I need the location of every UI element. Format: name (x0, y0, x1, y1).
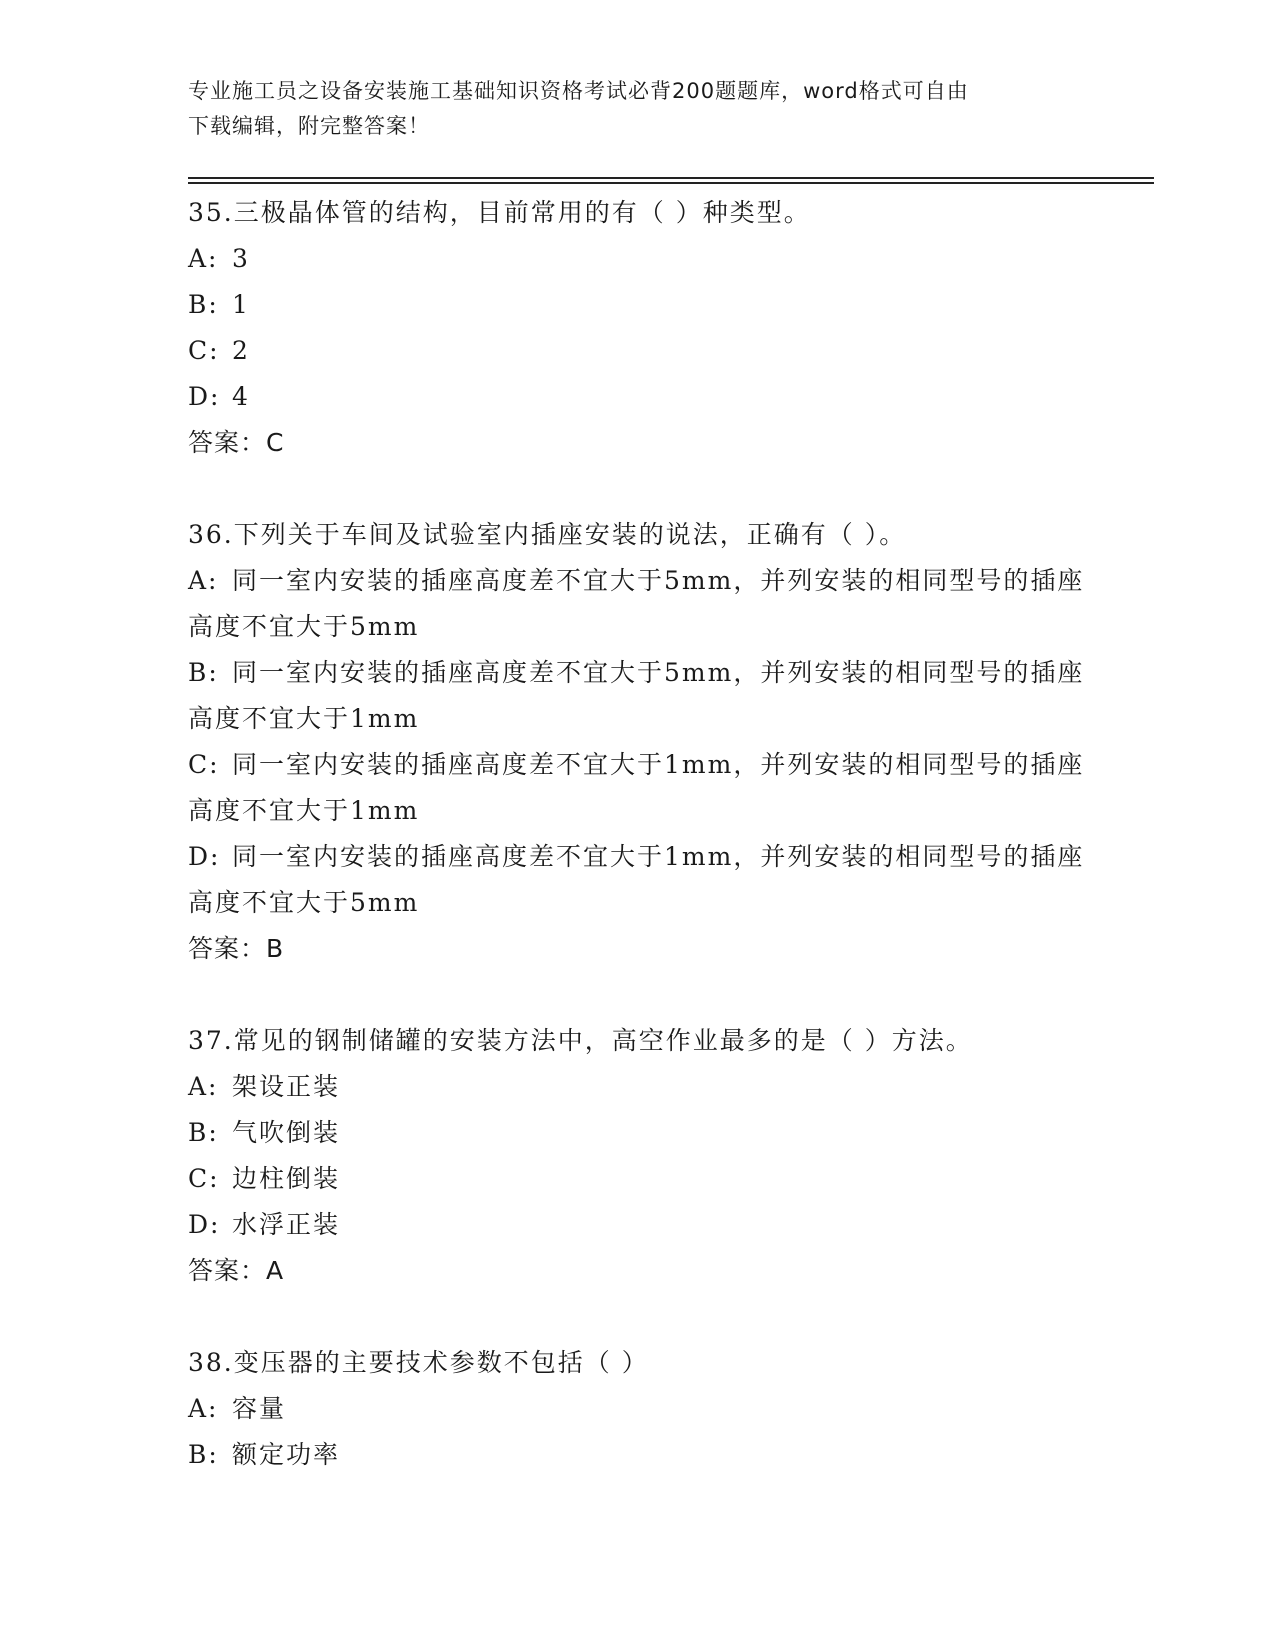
option-d (188, 374, 1088, 420)
option-text: 容量 (232, 1394, 287, 1423)
option-text: 同一室内安装的插座高度差不宜大于5mm，并列安装的相同型号的插座高度不宜大于1mm (188, 658, 1085, 733)
option-text: 2 (232, 336, 250, 365)
option-prefix: B: (188, 290, 219, 319)
option-text: 气吹倒装 (232, 1118, 341, 1147)
question-stem: 35.三极晶体管的结构，目前常用的有（ ）种类型。 (188, 198, 811, 227)
option-prefix: D: (188, 842, 221, 871)
option-a (188, 1386, 1088, 1432)
question-stem: 37.常见的钢制储罐的安装方法中，高空作业最多的是（ ）方法。 (188, 1026, 973, 1055)
answer-line: 答案：C (188, 428, 285, 457)
option-text: 同一室内安装的插座高度差不宜大于1mm，并列安装的相同型号的插座高度不宜大于1mm (188, 750, 1085, 825)
option-b (188, 282, 1088, 328)
option-text: 边柱倒装 (232, 1164, 341, 1193)
option-text: 架设正装 (232, 1072, 341, 1101)
option-a (188, 236, 1088, 282)
option-d (188, 1202, 1088, 1248)
option-prefix: D: (188, 382, 221, 411)
option-b (188, 1432, 1088, 1478)
option-prefix: B: (188, 1440, 219, 1469)
option-prefix: A: (188, 1072, 219, 1101)
option-b (188, 650, 1088, 742)
header-divider-bottom (188, 182, 1154, 184)
option-d (188, 834, 1088, 926)
option-prefix: A: (188, 1394, 219, 1423)
option-text: 同一室内安装的插座高度差不宜大于1mm，并列安装的相同型号的插座高度不宜大于5mm (188, 842, 1085, 917)
answer-line: 答案：A (188, 1256, 285, 1285)
option-a (188, 1064, 1088, 1110)
option-text: 4 (232, 382, 250, 411)
header-line-2: 下载编辑，附完整答案！ (188, 114, 430, 138)
option-text: 同一室内安装的插座高度差不宜大于5mm，并列安装的相同型号的插座高度不宜大于5mm (188, 566, 1085, 641)
option-c (188, 742, 1088, 834)
option-b (188, 1110, 1088, 1156)
question-stem: 38.变压器的主要技术参数不包括（ ） (188, 1348, 649, 1377)
option-prefix: B: (188, 658, 219, 687)
header-divider-top (188, 177, 1154, 179)
option-text: 3 (232, 244, 250, 273)
question-37 (188, 1018, 1088, 1294)
option-c (188, 1156, 1088, 1202)
option-prefix: B: (188, 1118, 219, 1147)
option-prefix: A: (188, 566, 219, 595)
option-prefix: C: (188, 750, 220, 779)
option-text: 额定功率 (232, 1440, 341, 1469)
option-prefix: D: (188, 1210, 221, 1239)
question-38 (188, 1340, 1088, 1478)
question-35 (188, 190, 1088, 466)
question-list (188, 190, 1088, 1524)
option-c (188, 328, 1088, 374)
document-header (188, 74, 1068, 144)
option-text: 水浮正装 (232, 1210, 341, 1239)
option-prefix: C: (188, 1164, 220, 1193)
option-text: 1 (232, 290, 250, 319)
question-stem: 36.下列关于车间及试验室内插座安装的说法，正确有（ ）。 (188, 520, 907, 549)
option-a (188, 558, 1088, 650)
option-prefix: C: (188, 336, 220, 365)
question-36 (188, 512, 1088, 972)
option-prefix: A: (188, 244, 219, 273)
header-line-1: 专业施工员之设备安装施工基础知识资格考试必背200题题库，word格式可自由 (188, 79, 969, 103)
answer-line: 答案：B (188, 934, 285, 963)
